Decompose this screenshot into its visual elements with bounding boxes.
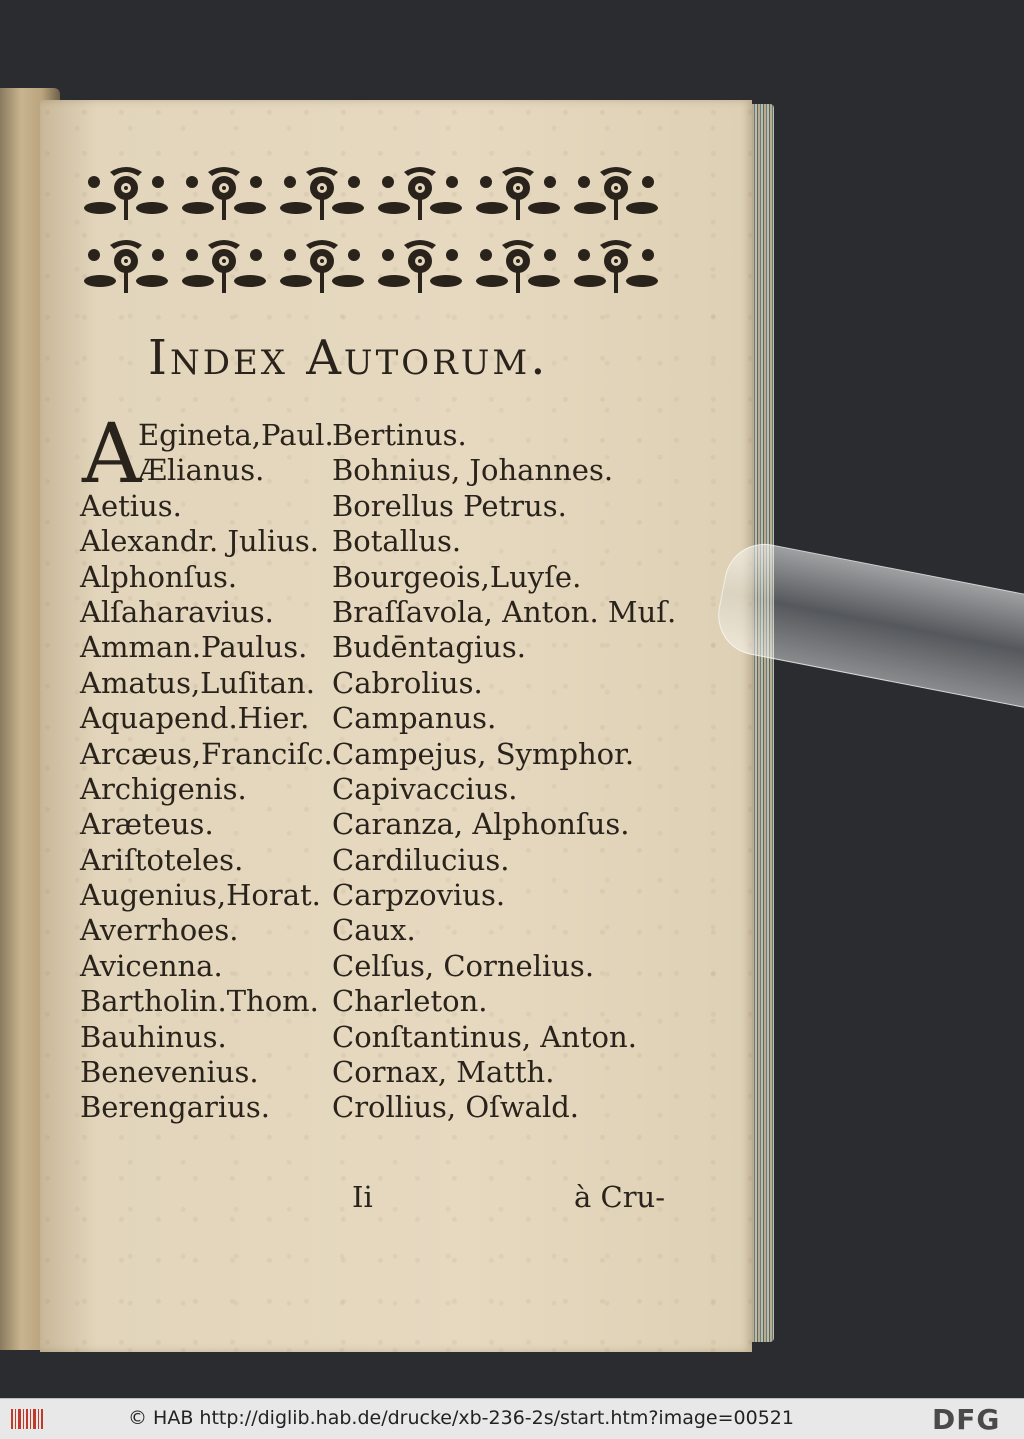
index-row [80, 913, 680, 948]
author-right: Campejus, Symphor. [332, 736, 635, 771]
page-title: Index Autorum. [148, 330, 549, 386]
author-left: Ariſtoteles. [80, 842, 244, 877]
index-row [80, 878, 680, 913]
ornament-flower-icon [472, 233, 564, 300]
author-left: Aetius. [80, 488, 182, 523]
author-right: Bertinus. [332, 418, 467, 452]
author-right: Crollius, Oſwald. [332, 1090, 580, 1125]
author-left: Amman.Paulus. [80, 630, 308, 665]
ornament-band [80, 160, 662, 300]
index-row [80, 524, 680, 559]
index-row [80, 949, 680, 984]
index-row [80, 666, 680, 701]
ornament-flower-icon [374, 160, 466, 227]
ornament-flower-icon [570, 233, 662, 300]
author-left: Alexandr. Julius. [80, 524, 320, 559]
author-index-list [80, 407, 680, 1126]
catchword: à Cru- [574, 1180, 666, 1214]
ornament-flower-icon [374, 233, 466, 300]
author-right: Bohnius, Johannes. [332, 453, 614, 488]
drop-capital: A [82, 407, 142, 502]
author-left: Archigenis. [80, 771, 247, 806]
author-right: Celſus, Cornelius. [332, 948, 595, 983]
barcode-icon [10, 1407, 46, 1431]
author-right: Borellus Petrus. [332, 488, 567, 523]
footer-bar [0, 1398, 1024, 1439]
copyright-url-text[interactable]: © HAB http://diglib.hab.de/drucke/xb-236-2s/start.htm?image=00521 [128, 1407, 794, 1429]
index-row [80, 737, 680, 772]
author-right: Campanus. [332, 701, 497, 736]
author-left: Alphonſus. [80, 559, 238, 594]
index-row [80, 807, 680, 842]
dfg-logo: DFG [932, 1403, 1001, 1436]
author-left: Aquapend.Hier. [80, 701, 310, 736]
author-right: Cabrolius. [332, 665, 483, 700]
index-row [80, 984, 680, 1019]
index-row [80, 843, 680, 878]
author-right: Caranza, Alphonſus. [332, 807, 630, 842]
ornament-flower-icon [276, 233, 368, 300]
author-right: Botallus. [332, 524, 462, 559]
author-left: Averrhoes. [80, 913, 239, 948]
author-left: Ælianus. [138, 453, 265, 488]
index-row [80, 453, 680, 488]
author-left: Augenius,Horat. [80, 878, 321, 913]
signature-mark: Ii [352, 1180, 373, 1214]
author-left: Eginetа,Paul. [138, 418, 334, 452]
ornament-flower-icon [178, 160, 270, 227]
author-right: Carpzovius. [332, 878, 506, 913]
author-left: Amatus,Luſitan. [80, 665, 315, 700]
index-row [80, 772, 680, 807]
author-right: Cardilucius. [332, 842, 510, 877]
ornament-flower-icon [80, 233, 172, 300]
index-row [80, 418, 680, 453]
author-left: Arcæus,Franciſc. [80, 736, 333, 771]
index-row [80, 701, 680, 736]
index-row [80, 489, 680, 524]
ornament-flower-icon [178, 233, 270, 300]
author-left: Benevenius. [80, 1055, 259, 1090]
author-right: Conſtantinus, Anton. [332, 1019, 637, 1054]
ornament-flower-icon [276, 160, 368, 227]
ornament-flower-icon [472, 160, 564, 227]
author-right: Caux. [332, 913, 416, 948]
author-right: Cornax, Matth. [332, 1055, 555, 1090]
author-left: Berengarius. [80, 1090, 270, 1125]
author-right: Bourgeois,Luyſe. [332, 559, 582, 594]
index-row [80, 560, 680, 595]
index-row [80, 1090, 680, 1125]
author-left: Bauhinus. [80, 1019, 227, 1054]
index-row [80, 595, 680, 630]
author-right: Budēntagius. [332, 630, 526, 665]
index-row [80, 1020, 680, 1055]
ornament-flower-icon [570, 160, 662, 227]
page-fore-edge [752, 104, 774, 1342]
author-right: Charleton. [332, 984, 488, 1019]
index-row [80, 630, 680, 665]
author-right: Capivaccius. [332, 771, 518, 806]
ornament-flower-icon [80, 160, 172, 227]
author-left: Bartholin.Thom. [80, 984, 319, 1019]
author-left: Avicenna. [80, 948, 223, 983]
index-row [80, 1055, 680, 1090]
author-left: Alſaharavius. [80, 594, 274, 629]
author-left: Aræteus. [80, 807, 214, 842]
author-right: Braſſavola, Anton. Muſ. [332, 594, 677, 629]
